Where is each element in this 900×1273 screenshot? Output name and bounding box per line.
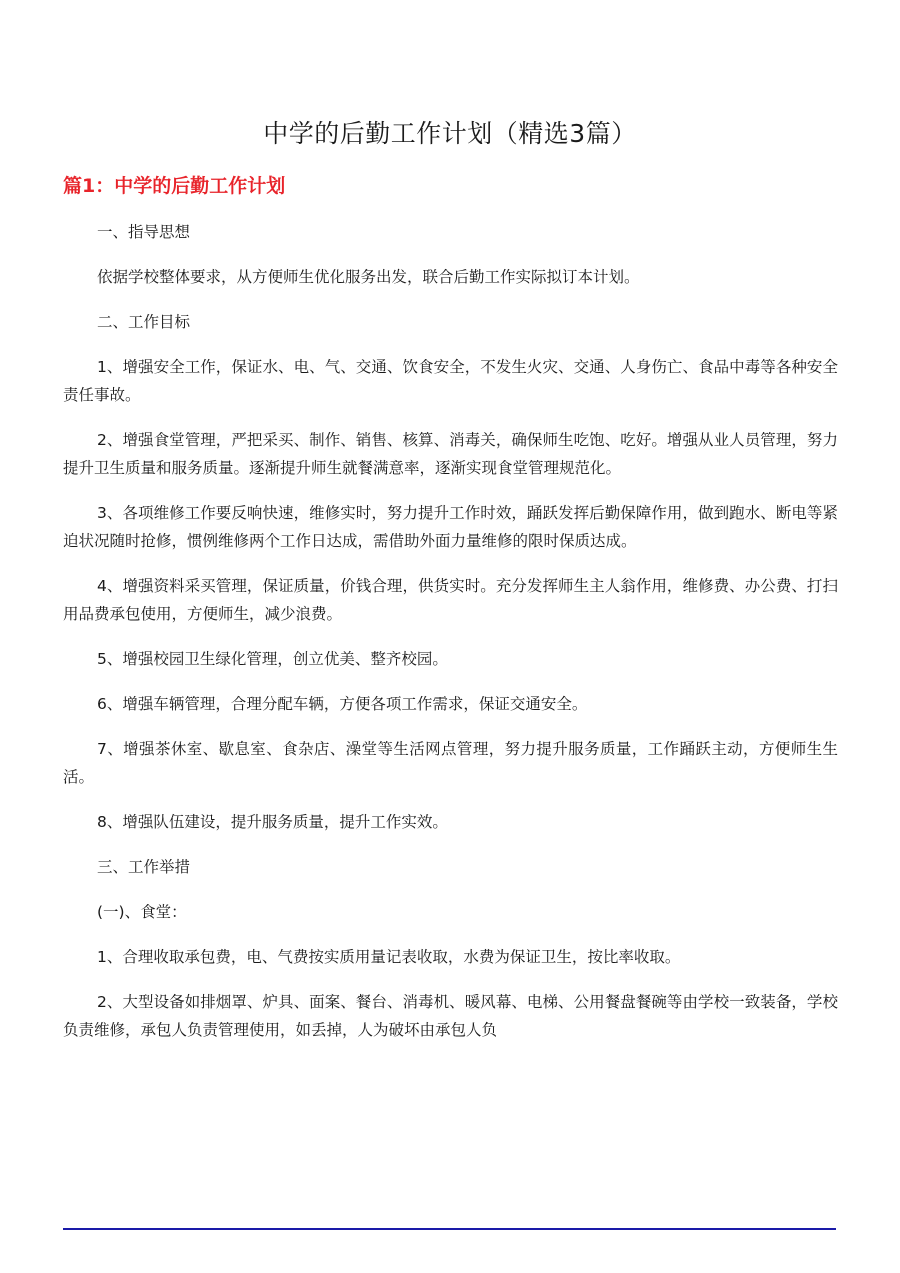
goal-item-5: 5、增强校园卫生绿化管理，创立优美、整齐校园。: [97, 650, 448, 668]
goal-item-1: 1、增强安全工作，保证水、电、气、交通、饮食安全，不发生火灾、交通、人身伤亡、食品中毒等各种安全责任事故。: [63, 358, 838, 404]
measure-item-2: 2、大型设备如排烟罩、炉具、面案、餐台、消毒机、暖风幕、电梯、公用餐盘餐碗等由学校一致装备，学校负责维修，承包人负责管理使用，如丢掉，人为破坏由承包人负: [63, 993, 838, 1039]
measure-item-1: 1、合理收取承包费，电、气费按实质用量记表收取，水费为保证卫生，按比率收取。: [97, 948, 681, 966]
goal-item-7: 7、增强茶休室、歇息室、食杂店、澡堂等生活网点管理，努力提升服务质量，工作踊跃主动，方便师生生活。: [63, 740, 838, 786]
footer-divider: [63, 1228, 836, 1230]
goal-item-2: 2、增强食堂管理，严把采买、制作、销售、核算、消毒关，确保师生吃饱、吃好。增强从业人员管理，努力提升卫生质量和服务质量。逐渐提升师生就餐满意率，逐渐实现食堂管理规范化。: [63, 431, 838, 477]
heading-work-goals: 二、工作目标: [97, 313, 191, 331]
heading-work-measures: 三、工作举措: [97, 858, 191, 876]
goal-item-3: 3、各项维修工作要反响快速，维修实时，努力提升工作时效，踊跃发挥后勤保障作用，做到跑水、断电等紧迫状况随时抢修，惯例维修两个工作日达成，需借助外面力量维修的限时保质达成。: [63, 504, 838, 550]
document-body: [63, 218, 838, 1061]
goal-item-6: 6、增强车辆管理，合理分配车辆，方便各项工作需求，保证交通安全。: [97, 695, 588, 713]
document-title: 中学的后勤工作计划（精选3篇）: [263, 119, 637, 148]
paragraph-guiding-ideology: 依据学校整体要求，从方便师生优化服务出发，联合后勤工作实际拟订本计划。: [97, 268, 640, 286]
section-heading: 篇1：中学的后勤工作计划: [63, 175, 286, 197]
goal-item-4: 4、增强资料采买管理，保证质量，价钱合理，供货实时。充分发挥师生主人翁作用，维修费、办公费、打扫用品费承包使用，方便师生，减少浪费。: [63, 577, 838, 623]
heading-guiding-ideology: 一、指导思想: [97, 223, 191, 241]
goal-item-8: 8、增强队伍建设，提升服务质量，提升工作实效。: [97, 813, 448, 831]
subheading-canteen: (一)、食堂：: [97, 903, 187, 921]
